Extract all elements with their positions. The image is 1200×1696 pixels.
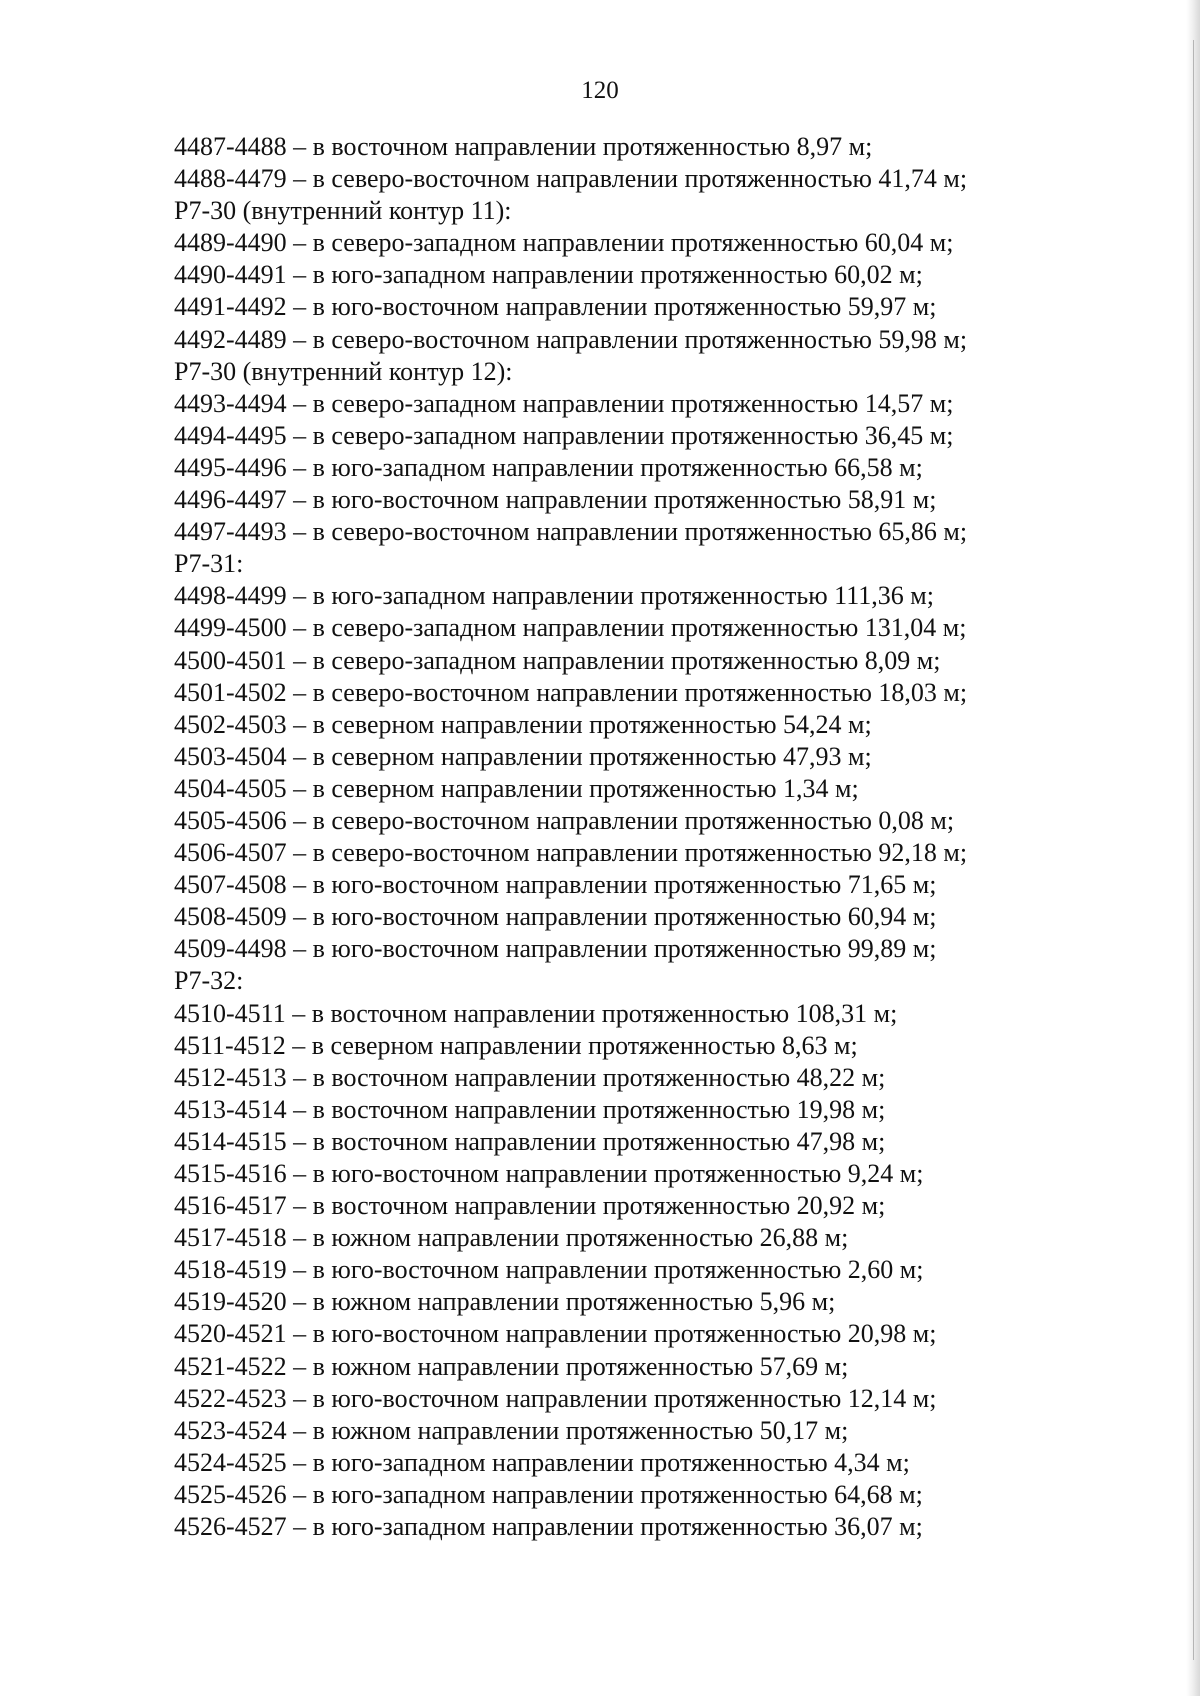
boundary-segment-line: 4525-4526 – в юго-западном направлении протяженностью 64,68 м;	[174, 1479, 923, 1509]
boundary-segment-line: 4492-4489 – в северо-восточном направлении протяженностью 59,98 м;	[174, 324, 968, 354]
boundary-segment-line: 4509-4498 – в юго-восточном направлении протяженностью 99,89 м;	[174, 934, 937, 964]
boundary-segment-line: 4503-4504 – в северном направлении протяженностью 47,93 м;	[174, 741, 872, 771]
boundary-segment-line: 4523-4524 – в южном направлении протяженностью 50,17 м;	[174, 1415, 849, 1445]
boundary-description-text	[174, 131, 1074, 1543]
boundary-segment-line: 4499-4500 – в северо-западном направлении протяженностью 131,04 м;	[174, 613, 967, 643]
boundary-segment-line: 4491-4492 – в юго-восточном направлении протяженностью 59,97 м;	[174, 292, 937, 322]
boundary-segment-line: 4521-4522 – в южном направлении протяженностью 57,69 м;	[174, 1351, 849, 1381]
boundary-segment-line: 4489-4490 – в северо-западном направлении протяженностью 60,04 м;	[174, 228, 954, 258]
boundary-segment-line: 4502-4503 – в северном направлении протяженностью 54,24 м;	[174, 709, 872, 739]
boundary-segment-line: 4513-4514 – в восточном направлении протяженностью 19,98 м;	[174, 1094, 886, 1124]
contour-heading: Р7-32:	[174, 966, 244, 996]
boundary-segment-line: 4526-4527 – в юго-западном направлении протяженностью 36,07 м;	[174, 1512, 923, 1542]
boundary-segment-line: 4505-4506 – в северо-восточном направлении протяженностью 0,08 м;	[174, 805, 955, 835]
boundary-segment-line: 4488-4479 – в северо-восточном направлении протяженностью 41,74 м;	[174, 164, 968, 194]
boundary-segment-line: 4495-4496 – в юго-западном направлении протяженностью 66,58 м;	[174, 452, 923, 482]
boundary-segment-line: 4494-4495 – в северо-западном направлении протяженностью 36,45 м;	[174, 420, 954, 450]
boundary-segment-line: 4520-4521 – в юго-восточном направлении протяженностью 20,98 м;	[174, 1319, 937, 1349]
boundary-segment-line: 4487-4488 – в восточном направлении протяженностью 8,97 м;	[174, 132, 873, 161]
boundary-segment-line: 4512-4513 – в восточном направлении протяженностью 48,22 м;	[174, 1062, 886, 1092]
boundary-segment-line: 4506-4507 – в северо-восточном направлении протяженностью 92,18 м;	[174, 838, 968, 868]
boundary-segment-line: 4515-4516 – в юго-восточном направлении протяженностью 9,24 м;	[174, 1159, 924, 1188]
boundary-segment-line: 4519-4520 – в южном направлении протяженностью 5,96 м;	[174, 1287, 836, 1317]
contour-heading: Р7-30 (внутренний контур 12):	[174, 356, 513, 386]
scan-edge-line	[1193, 40, 1194, 1660]
boundary-segment-line: 4517-4518 – в южном направлении протяженностью 26,88 м;	[174, 1223, 849, 1253]
boundary-segment-line: 4498-4499 – в юго-западном направлении протяженностью 111,36 м;	[174, 581, 934, 611]
boundary-segment-line: 4500-4501 – в северо-западном направлении протяженностью 8,09 м;	[174, 645, 941, 675]
boundary-segment-line: 4524-4525 – в юго-западном направлении протяженностью 4,34 м;	[174, 1447, 910, 1477]
boundary-segment-line: 4490-4491 – в юго-западном направлении протяженностью 60,02 м;	[174, 260, 923, 290]
boundary-segment-line: 4497-4493 – в северо-восточном направлении протяженностью 65,86 м;	[174, 517, 968, 547]
boundary-segment-line: 4514-4515 – в восточном направлении протяженностью 47,98 м;	[174, 1126, 886, 1156]
boundary-segment-line: 4518-4519 – в юго-восточном направлении протяженностью 2,60 м;	[174, 1255, 924, 1285]
boundary-segment-line: 4508-4509 – в юго-восточном направлении протяженностью 60,94 м;	[174, 902, 937, 932]
boundary-segment-line: 4504-4505 – в северном направлении протяженностью 1,34 м;	[174, 773, 859, 803]
boundary-segment-line: 4522-4523 – в юго-восточном направлении протяженностью 12,14 м;	[174, 1383, 937, 1413]
boundary-segment-line: 4511-4512 – в северном направлении протяженностью 8,63 м;	[174, 1030, 858, 1060]
contour-heading: Р7-30 (внутренний контур 11):	[174, 196, 512, 226]
boundary-segment-line: 4507-4508 – в юго-восточном направлении протяженностью 71,65 м;	[174, 870, 937, 900]
boundary-segment-line: 4516-4517 – в восточном направлении протяженностью 20,92 м;	[174, 1191, 886, 1221]
boundary-segment-line: 4496-4497 – в юго-восточном направлении протяженностью 58,91 м;	[174, 485, 937, 515]
boundary-segment-line: 4510-4511 – в восточном направлении протяженностью 108,31 м;	[174, 998, 898, 1028]
contour-heading: Р7-31:	[174, 549, 244, 579]
boundary-segment-line: 4501-4502 – в северо-восточном направлении протяженностью 18,03 м;	[174, 677, 968, 707]
boundary-segment-line: 4493-4494 – в северо-западном направлении протяженностью 14,57 м;	[174, 388, 954, 418]
page-number: 120	[581, 77, 619, 104]
